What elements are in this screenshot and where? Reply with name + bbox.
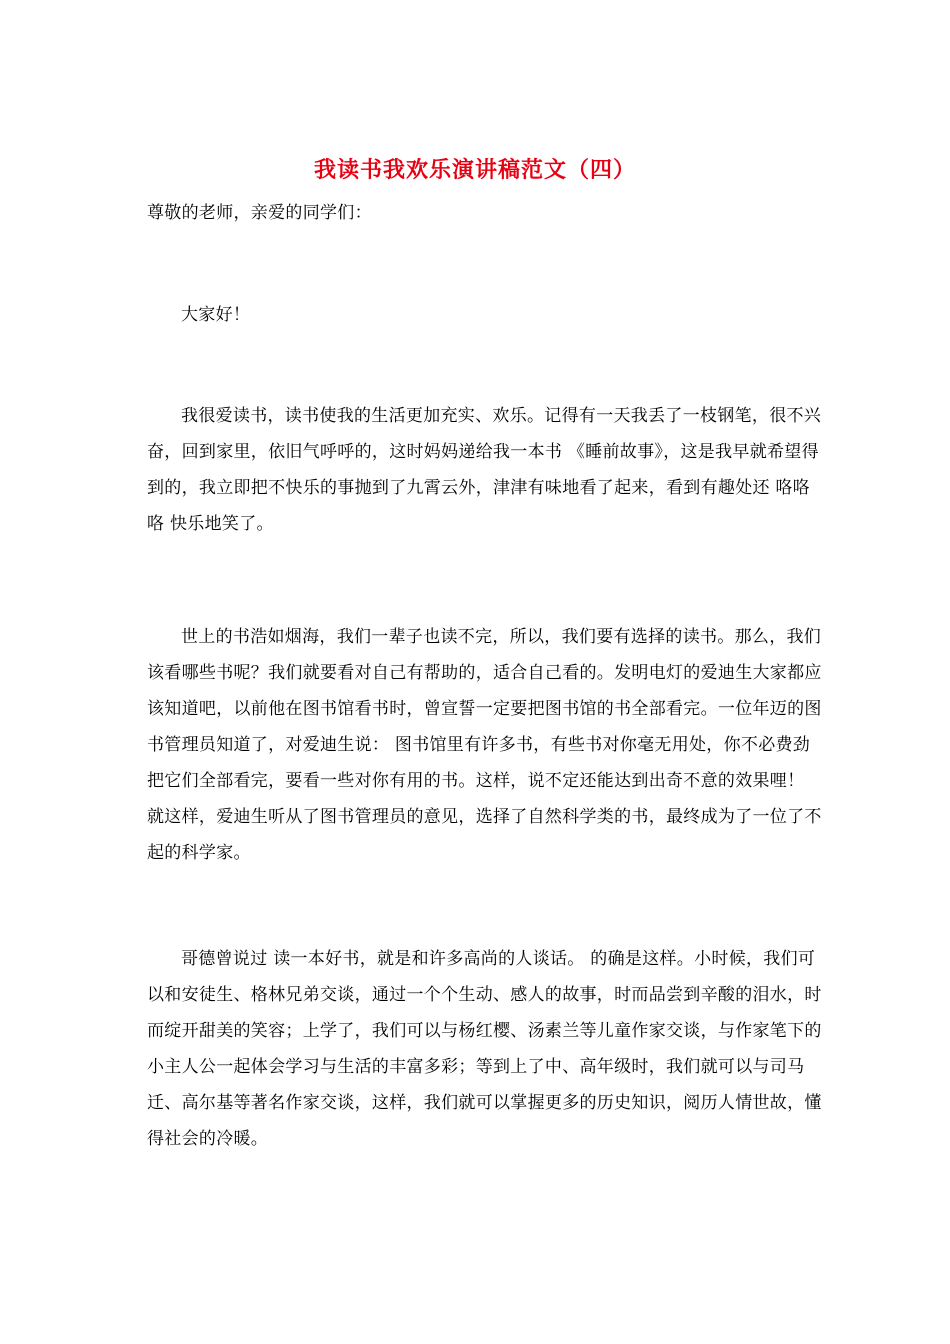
paragraph-2: 世上的书浩如烟海，我们一辈子也读不完，所以，我们要有选择的读书。那么，我们该看哪些书呢？我们就要看对自己有帮助的，适合自己看的。发明电灯的爱迪生大家都应该知道吧，以前他在图书馆看书时，曾宣誓一定要把图书馆的书全部看完。一位年迈的图书管理员知道了，对爱迪生说： 图书馆里有许多书，有些书对你毫无用处，你不必费劲把它们全部看完，要看一些对你有用的书。这样，说不定还能达到出奇不意的效果哩！ 就这样，爱迪生听从了图书管理员的意见，选择了自然科学类的书，最终成为了一位了不起的科学家。 xyxy=(147,627,822,863)
page-title: 我读书我欢乐演讲稿范文（四） xyxy=(313,157,636,183)
paragraph-greeting: 大家好！ xyxy=(181,305,251,325)
salutation: 尊敬的老师，亲爱的同学们： xyxy=(147,203,372,223)
paragraph-3: 哥德曾说过 读一本好书，就是和许多高尚的人谈话。 的确是这样。小时候，我们可以和安徒生、格林兄弟交谈，通过一个个生动、感人的故事，时而品尝到辛酸的泪水，时而绽开甜美的笑容；上学了，我们可以与杨红樱、汤素兰等儿童作家交谈，与作家笔下的小主人公一起体会学习与生活的丰富多彩；等到上了中、高年级时，我们就可以与司马迁、高尔基等著名作家交谈，这样，我们就可以掌握更多的历史知识，阅历人情世故，懂得社会的冷暖。 xyxy=(147,949,822,1149)
paragraph-1: 我很爱读书，读书使我的生活更加充实、欢乐。记得有一天我丢了一枝钢笔，很不兴奋，回到家里，依旧气呼呼的，这时妈妈递给我一本书 《睡前故事》，这是我早就希望得到的，我立即把不快乐的事抛到了九霄云外，津津有味地看了起来，看到有趣处还 咯咯咯 快乐地笑了。 xyxy=(147,406,822,534)
